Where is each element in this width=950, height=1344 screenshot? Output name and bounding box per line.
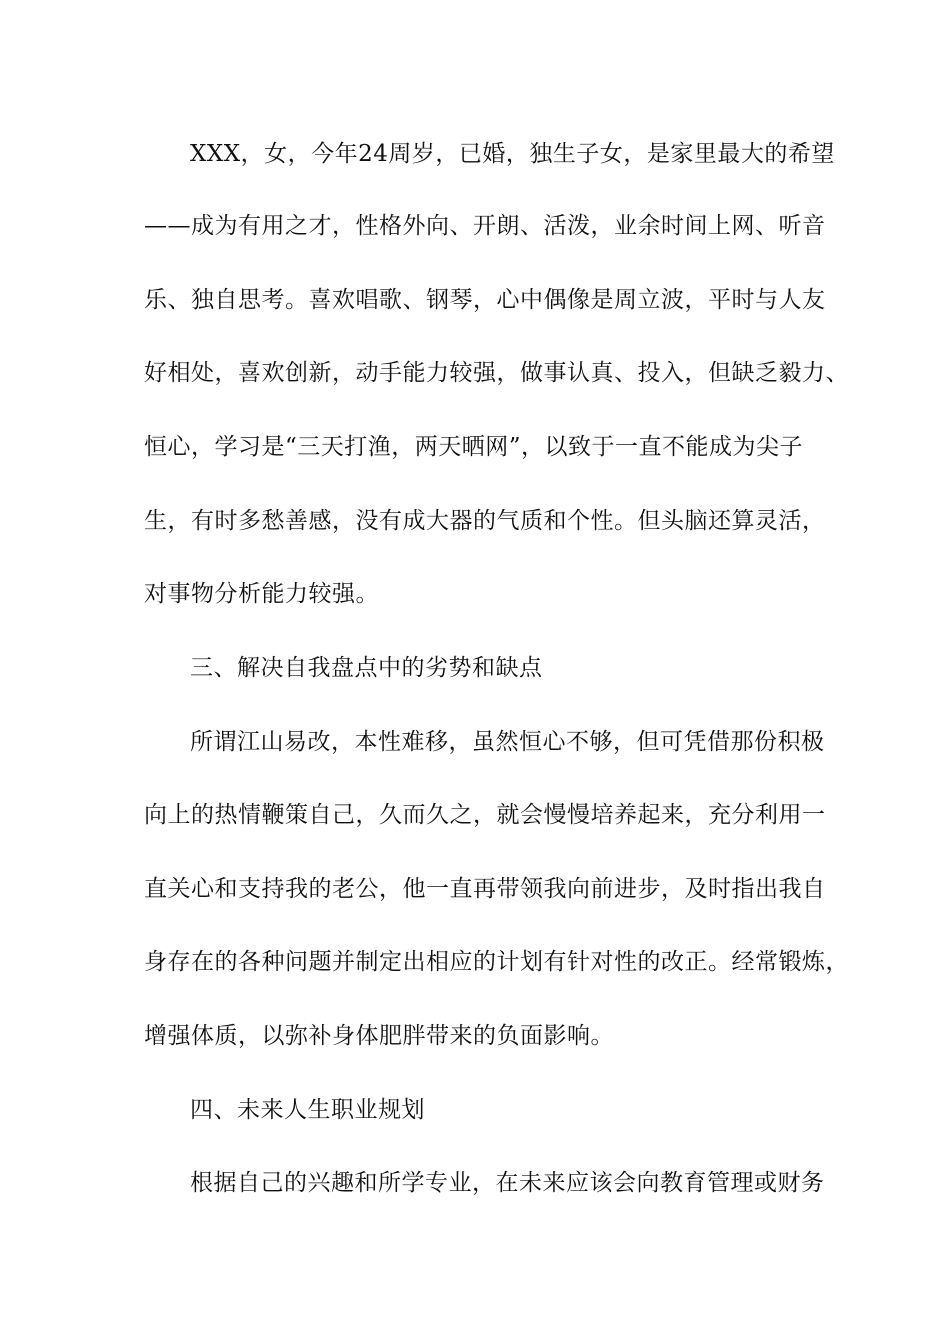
paragraph-2-line-4: 身存在的各种问题并制定出相应的计划有针对性的改正。经常锻炼，	[144, 949, 849, 975]
paragraph-1-line-2: ——成为有用之才，性格外向、开朗、活泼，业余时间上网、听音	[144, 213, 826, 239]
paragraph-1-line-6: 生，有时多愁善感，没有成大器的气质和个性。但头脑还算灵活，	[144, 508, 826, 534]
section-heading-4: 四、未来人生职业规划	[190, 1097, 425, 1123]
paragraph-1-line-3: 乐、独自思考。喜欢唱歌、钢琴，心中偶像是周立波，平时与人友	[144, 287, 826, 313]
paragraph-2-line-1: 所谓江山易改，本性难移，虽然恒心不够，但可凭借那份积极	[190, 729, 825, 755]
paragraph-2-line-3: 直关心和支持我的老公，他一直再带领我向前进步，及时指出我自	[144, 876, 826, 902]
paragraph-2-line-2: 向上的热情鞭策自己，久而久之，就会慢慢培养起来，充分利用一	[144, 802, 826, 828]
section-heading-3: 三、解决自我盘点中的劣势和缺点	[190, 655, 543, 681]
paragraph-2-line-5: 增强体质，以弥补身体肥胖带来的负面影响。	[144, 1023, 614, 1049]
paragraph-1-line-7: 对事物分析能力较强。	[144, 581, 379, 607]
paragraph-1-line-1: XXX，女，今年24周岁，已婚，独生子女，是家里最大的希望	[190, 141, 835, 167]
paragraph-3-line-1: 根据自己的兴趣和所学专业，在未来应该会向教育管理或财务	[190, 1170, 825, 1196]
paragraph-1-line-5: 恒心，学习是“三天打渔，两天晒网”，以致于一直不能成为尖子	[144, 434, 804, 460]
paragraph-1-line-4: 好相处，喜欢创新，动手能力较强，做事认真、投入，但缺乏毅力、	[144, 360, 849, 386]
